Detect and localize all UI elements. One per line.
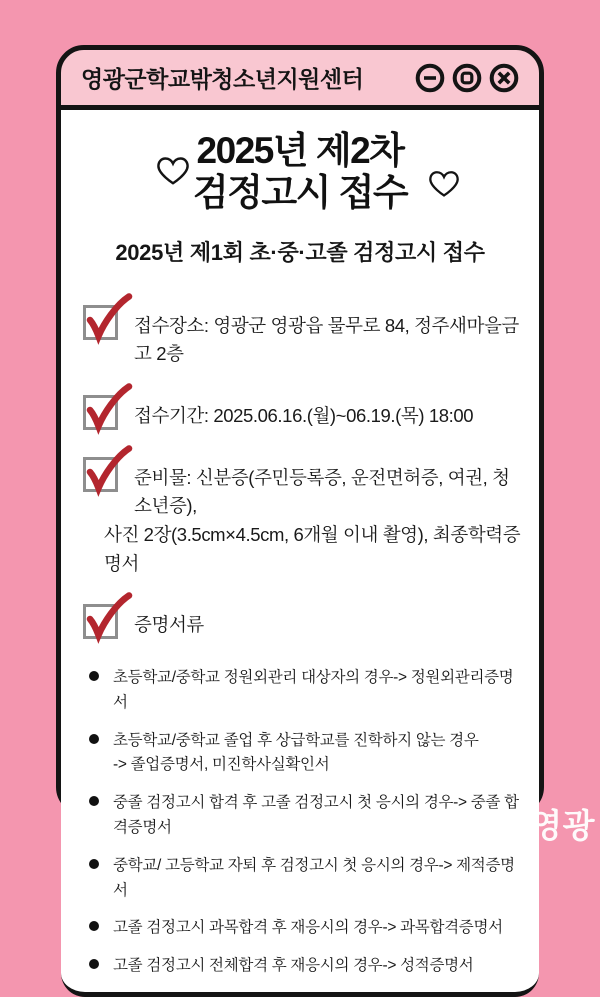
poster-subtitle: 2025년 제1회 초·중·고졸 검정고시 접수 [115,239,485,265]
checkbox-checked-icon[interactable] [83,604,118,639]
heart-icon [157,156,189,186]
check-item-period [83,395,523,431]
check-item-label: 접수장소: 영광군 영광읍 물무로 84, 정주새마을금고 2층 [134,314,519,365]
poster-title-line1: 2025년 제2차 [196,130,404,171]
bullet-text: 중학교/ 고등학교 자퇴 후 검정고시 첫 응시의 경우-> 제적증명서 [113,856,515,899]
bullet-item [89,954,523,979]
bullet-dot-icon [89,959,99,969]
maximize-icon[interactable] [452,63,482,93]
check-item-documents [83,604,523,640]
bullet-text: 고졸 검정고시 과목합격 후 재응시의 경우-> 과목합격증명서 [113,919,503,937]
poster-title-line2: 검정고시 접수 [192,171,408,213]
bullet-text [113,729,479,779]
check-item-label: 접수기간: 2025.06.16.(월)~06.19.(목) 18:00 [134,404,474,426]
bullet-dot-icon [89,671,99,681]
checklist [77,305,523,640]
bullet-item [89,729,523,779]
bullet-dot-icon [89,734,99,744]
check-item-materials [83,457,523,579]
check-item-label [104,457,523,579]
bullet-dot-icon [89,796,99,806]
poster-card [61,110,539,997]
watermark-text: 어바웃영광 [433,807,595,844]
bullet-text: 중졸 검정고시 합격 후 고졸 검정고시 첫 응시의 경우-> 중졸 합격증명서 [113,794,519,836]
bullet-dot-icon [89,921,99,931]
bullet-line2: -> 졸업증명서, 미진학사실확인서 [113,756,330,774]
checkbox-checked-icon[interactable] [83,305,118,340]
bullet-item [89,916,523,941]
checkbox-checked-icon[interactable] [83,395,118,430]
checkbox-checked-icon[interactable] [83,457,118,492]
bullet-item [89,666,523,716]
bullet-text: 초등학교/중학교 정원외관리 대상자의 경우-> 정원외관리증명서 [113,668,514,711]
bullet-dot-icon [89,859,99,869]
check-item-location [83,305,523,369]
check-item-line1: 준비물: 신분증(주민등록증, 운전면허증, 여권, 청소년증), [134,466,510,517]
bullet-item [89,854,523,904]
about-yeonggwang-watermark [399,800,595,847]
heart-icon [429,170,459,198]
window-title: 영광군학교밖청소년지원센터 [81,66,364,92]
window-controls [415,63,519,93]
about-yeonggwang-logo-icon [399,808,429,840]
close-icon[interactable] [489,63,519,93]
bullet-text: 고졸 검정고시 전체합격 후 재응시의 경우-> 성적증명서 [113,957,474,975]
bullet-line1: 초등학교/중학교 졸업 후 상급학교를 진학하지 않는 경우 [113,731,479,749]
check-item-line2: 사진 2장(3.5cm×4.5cm, 6개월 이내 촬영), 최종학력증명서 [104,523,521,574]
window-titlebar[interactable] [61,50,539,110]
poster-title-block [77,130,523,214]
minimize-icon[interactable] [415,63,445,93]
check-item-label: 증명서류 [134,614,204,636]
